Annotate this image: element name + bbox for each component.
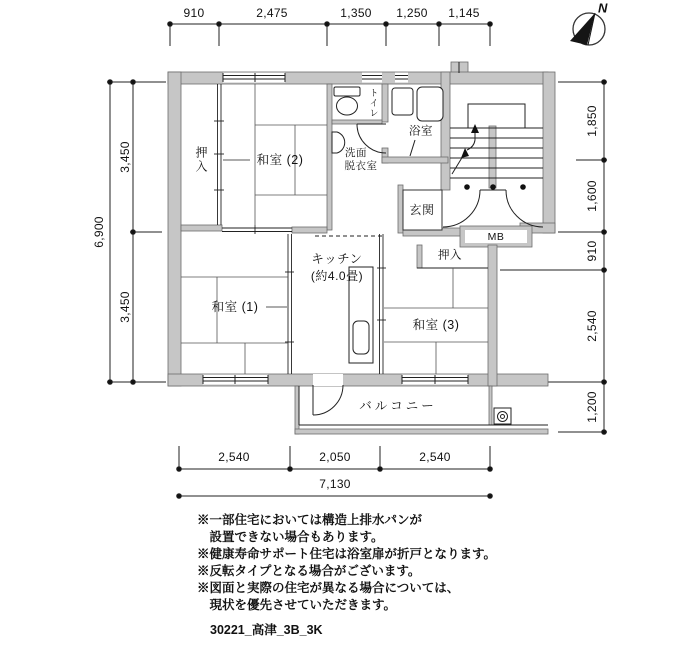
note-line-2: 設置できない場合もあります。: [197, 530, 384, 544]
dim-right-1: 1,850: [585, 105, 599, 137]
room-label-kitchen-2: (約4.0畳): [310, 269, 364, 283]
plan-id: 30221_高津_3B_3K: [210, 623, 323, 637]
dim-top-5: 1,145: [448, 6, 480, 20]
room-label-meter-box: MB: [487, 230, 505, 243]
room-label-kitchen-1: キッチン: [311, 251, 363, 266]
room-label-balcony: バルコニー: [359, 398, 437, 413]
room-label-closet-left: 押入: [194, 146, 208, 174]
north-label: N: [598, 0, 608, 16]
dim-right-2: 1,600: [585, 180, 599, 212]
dim-right-3: 910: [585, 240, 599, 262]
dim-left-2: 3,450: [118, 291, 132, 323]
dim-left-total: 6,900: [92, 216, 106, 248]
dim-right-5: 1,200: [585, 391, 599, 423]
note-line-3: ※健康寿命サポート住宅は浴室扉が折戸となります。: [197, 547, 497, 561]
dim-bottom-3: 2,540: [419, 450, 451, 464]
note-line-5: ※図面と実際の住宅が異なる場合については、: [197, 581, 460, 595]
dim-bottom-1: 2,540: [218, 450, 250, 464]
compass-icon: [570, 13, 605, 45]
note-line-1: ※一部住宅においては構造上排水パンが: [197, 513, 423, 527]
room-label-entrance: 玄関: [409, 203, 435, 217]
room-label-washroom-2: 脱衣室: [344, 159, 378, 172]
room-label-toilet: トイレ: [368, 88, 379, 118]
dim-bottom-2: 2,050: [319, 450, 351, 464]
dim-left-1: 3,450: [118, 141, 132, 173]
room-label-japanese-room-2: 和室 (2): [256, 152, 304, 167]
dim-top-1: 910: [183, 6, 205, 20]
dim-bottom-total: 7,130: [319, 477, 351, 491]
dim-top-3: 1,350: [340, 6, 372, 20]
room-label-japanese-room-3: 和室 (3): [412, 317, 460, 332]
room-label-bath: 浴室: [409, 125, 433, 138]
room-label-closet-right: 押入: [438, 249, 462, 262]
note-line-4: ※反転タイプとなる場合がございます。: [197, 564, 421, 578]
dim-top-4: 1,250: [396, 6, 428, 20]
dim-top-2: 2,475: [256, 6, 288, 20]
dim-right-4: 2,540: [585, 310, 599, 342]
room-label-washroom-1: 洗面: [345, 146, 367, 159]
note-line-6: 現状を優先させていただきます。: [197, 598, 397, 612]
room-label-japanese-room-1: 和室 (1): [211, 299, 259, 314]
